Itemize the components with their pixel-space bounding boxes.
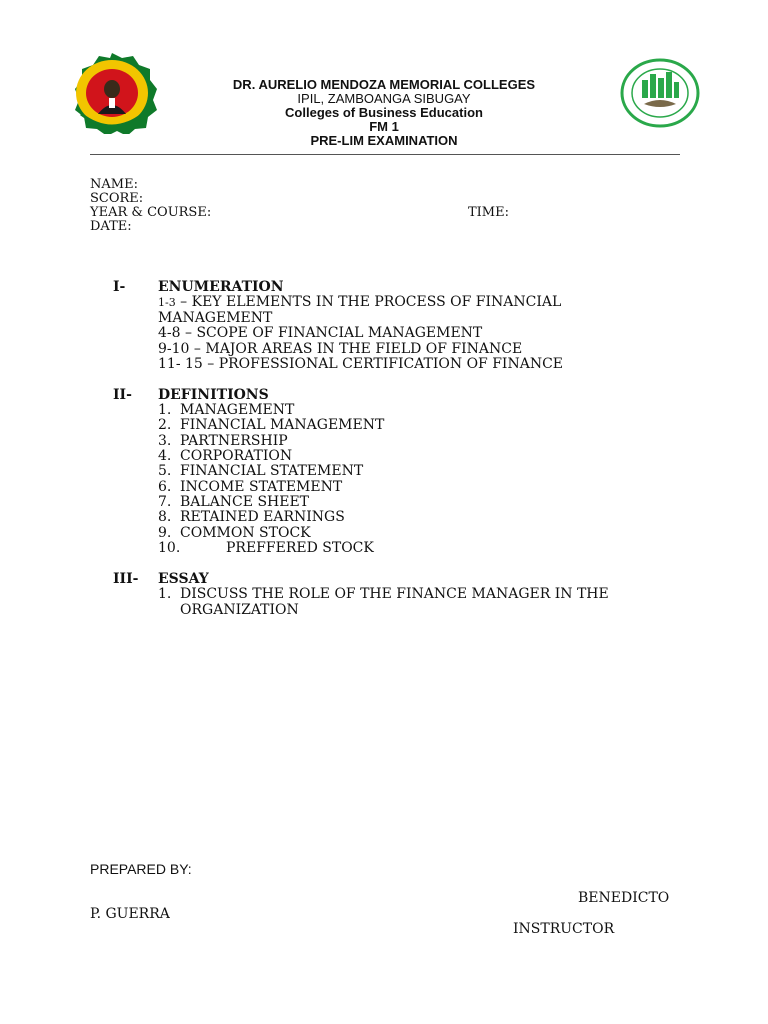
essay-num: 1.: [158, 586, 172, 602]
college-name: Colleges of Business Education: [285, 105, 483, 120]
essay-text: DISCUSS THE ROLE OF THE FINANCE MANAGER IN THE: [180, 586, 609, 602]
enum-item-3: 9-10 – MAJOR AREAS IN THE FIELD OF FINANCE: [158, 341, 523, 357]
prepared-by-label: PREPARED BY:: [90, 861, 192, 877]
definition-num: 3.: [158, 433, 172, 449]
definition-text: FINANCIAL MANAGEMENT: [180, 417, 385, 433]
definition-num: 10.: [158, 540, 181, 556]
definition-text: BALANCE SHEET: [180, 494, 310, 510]
definition-item: [158, 541, 374, 556]
enum-item-1-range: 1-3: [158, 296, 176, 309]
definition-text: COMMON STOCK: [180, 525, 311, 541]
essay-text-cont: ORGANIZATION: [180, 602, 299, 618]
definition-num: 7.: [158, 494, 172, 510]
instructor-title: INSTRUCTOR: [513, 921, 615, 937]
definition-item: [158, 510, 345, 525]
definition-text: RETAINED EARNINGS: [180, 509, 345, 525]
enum-item-4: 11- 15 – PROFESSIONAL CERTIFICATION OF FINANCE: [158, 356, 564, 372]
enum-item-1-cont: MANAGEMENT: [158, 310, 273, 326]
definition-item: [158, 418, 384, 433]
instructor-last-name: P. GUERRA: [90, 906, 170, 922]
school-address: IPIL, ZAMBOANGA SIBUGAY: [297, 91, 471, 106]
definition-num: 6.: [158, 479, 172, 495]
definition-text: FINANCIAL STATEMENT: [180, 463, 364, 479]
section-2-title: DEFINITIONS: [158, 387, 269, 403]
definition-num: 5.: [158, 463, 172, 479]
section-2-numeral: II-: [113, 387, 132, 403]
school-name: DR. AURELIO MENDOZA MEMORIAL COLLEGES: [232, 77, 536, 92]
instructor-first-name: BENEDICTO: [578, 890, 670, 906]
year-course-label: YEAR & COURSE:: [90, 205, 212, 220]
definition-num: 4.: [158, 448, 172, 464]
definition-num: 2.: [158, 417, 172, 433]
definition-text: PARTNERSHIP: [180, 433, 288, 449]
enum-item-1-text: – KEY ELEMENTS IN THE PROCESS OF FINANCIAL: [175, 294, 562, 310]
exam-title: PRE-LIM EXAMINATION: [310, 133, 458, 148]
header-divider: [90, 154, 680, 155]
definition-num: 8.: [158, 509, 172, 525]
school-seal-logo: [65, 52, 159, 134]
definition-num: 9.: [158, 525, 172, 541]
definition-text: CORPORATION: [180, 448, 293, 464]
subject-code: FM 1: [369, 119, 399, 134]
time-label: TIME:: [468, 205, 509, 220]
name-label: NAME:: [90, 177, 138, 192]
definition-text: INCOME STATEMENT: [180, 479, 343, 495]
date-label: DATE:: [90, 219, 132, 234]
definition-text: PREFFERED STOCK: [226, 540, 374, 556]
section-1-numeral: I-: [113, 279, 126, 295]
section-3-numeral: III-: [113, 571, 139, 587]
section-1-title: ENUMERATION: [158, 279, 284, 295]
enum-item-1: [158, 295, 561, 310]
definition-num: 1.: [158, 402, 172, 418]
college-seal-logo: [620, 58, 700, 128]
definition-text: MANAGEMENT: [180, 402, 295, 418]
essay-item-1: [158, 587, 609, 602]
section-3-title: ESSAY: [158, 571, 209, 587]
score-label: SCORE:: [90, 191, 144, 206]
enum-item-2: 4-8 – SCOPE OF FINANCIAL MANAGEMENT: [158, 325, 483, 341]
definition-item: [158, 464, 363, 479]
